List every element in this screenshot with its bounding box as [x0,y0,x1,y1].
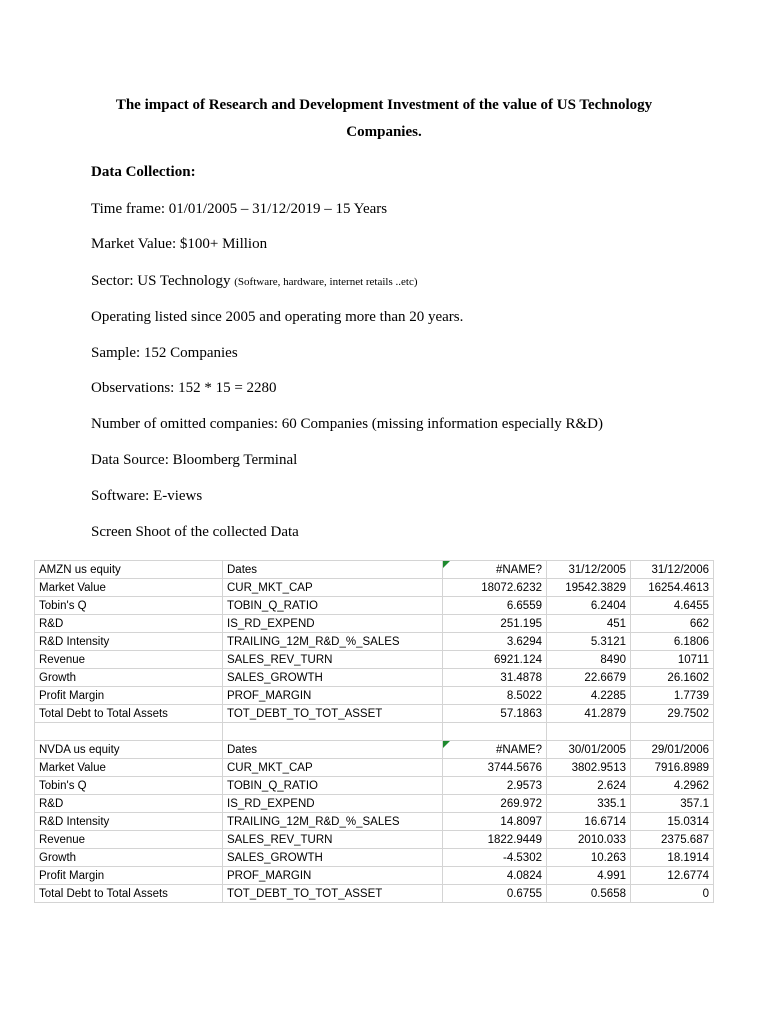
cell-text: PROF_MARGIN [227,869,312,882]
cell-text: PROF_MARGIN [227,689,312,702]
spacer-row [35,723,714,741]
table-cell [631,579,714,597]
cell-text: 29/01/2006 [651,743,709,756]
table-cell [443,687,547,705]
cell-text: 3802.9513 [571,761,626,774]
cell-text: 41.2879 [584,707,626,720]
table-row [35,813,714,831]
table-cell [35,795,223,813]
table-cell [631,885,714,903]
cell-text: 3.6294 [506,635,542,648]
cell-text: 1822.9449 [487,833,542,846]
table-cell [547,597,631,615]
cell-text: NVDA us equity [39,743,120,756]
cell-text: 2010.033 [578,833,626,846]
spreadsheet-screenshot [34,560,713,903]
cell-text: Market Value [39,581,106,594]
table-row [35,849,714,867]
cell-text: 10711 [677,653,709,666]
cell-text: Growth [39,671,77,684]
table-row [35,759,714,777]
table-cell [35,615,223,633]
cell-text: TOT_DEBT_TO_TOT_ASSET [227,707,383,720]
table-cell [631,723,714,741]
table-cell [631,687,714,705]
cell-text: 18.1914 [667,851,709,864]
table-cell [631,597,714,615]
table-cell [35,777,223,795]
table-cell [547,633,631,651]
table-cell [443,885,547,903]
table-row [35,687,714,705]
table-cell [631,633,714,651]
table-cell [223,867,443,885]
table-cell [443,633,547,651]
table-cell [547,579,631,597]
table-header-row [35,561,714,579]
table-cell [223,651,443,669]
table-cell [547,759,631,777]
cell-text: 16254.4613 [648,581,709,594]
table-cell [223,561,443,579]
cell-text: 31/12/2005 [568,563,626,576]
cell-text: 16.6714 [584,815,626,828]
error-indicator-icon [443,561,450,568]
table-cell [223,795,443,813]
table-cell [443,795,547,813]
cell-text: 26.1602 [667,671,709,684]
table-cell [35,759,223,777]
table-cell [223,687,443,705]
table-cell [443,831,547,849]
cell-text: 6.1806 [673,635,709,648]
table-cell [223,705,443,723]
cell-text: 251.195 [500,617,542,630]
table-cell [35,885,223,903]
table-cell [35,705,223,723]
cell-text: 0.6755 [506,887,542,900]
table-cell [547,741,631,759]
table-cell [547,651,631,669]
cell-text: 4.2962 [673,779,709,792]
cell-text: 8490 [600,653,626,666]
cell-text: 1.7739 [673,689,709,702]
table-cell [443,615,547,633]
body-line [91,345,238,362]
cell-text: IS_RD_EXPEND [227,617,315,630]
cell-text: Profit Margin [39,689,105,702]
cell-text: SALES_GROWTH [227,851,323,864]
cell-text: 4.991 [597,869,626,882]
table-cell [443,849,547,867]
table-cell [547,777,631,795]
table-cell [547,885,631,903]
table-cell [443,867,547,885]
cell-text: Total Debt to Total Assets [39,887,168,900]
table-cell [547,705,631,723]
cell-text: 7916.8989 [654,761,709,774]
cell-text: 4.6455 [673,599,709,612]
table-cell [631,867,714,885]
error-indicator-icon [443,741,450,748]
table-cell [223,723,443,741]
table-cell [631,705,714,723]
cell-text: #NAME? [495,743,542,756]
table-cell [443,705,547,723]
table-cell [35,633,223,651]
cell-text: CUR_MKT_CAP [227,761,313,774]
table-cell [35,867,223,885]
table-row [35,885,714,903]
body-line-text: Screen Shoot of the collected Data [91,524,299,540]
body-line [91,452,297,469]
table-cell [223,885,443,903]
table-cell [443,741,547,759]
table-header-row [35,741,714,759]
table-cell [443,579,547,597]
table-cell [223,849,443,867]
cell-text: R&D Intensity [39,635,110,648]
cell-text: Dates [227,563,258,576]
cell-text: 18072.6232 [481,581,542,594]
table-cell [631,813,714,831]
table-row [35,777,714,795]
table-row [35,831,714,849]
body-line-text: Operating listed since 2005 and operating more than 20 years. [91,309,464,325]
table-cell [631,849,714,867]
table-cell [223,759,443,777]
cell-text: TRAILING_12M_R&D_%_SALES [227,815,400,828]
cell-text: 19542.3829 [565,581,626,594]
body-line [91,201,387,218]
document-title: The impact of Research and Development Investment of the value of US Technology Companies. [115,97,653,140]
table-row [35,615,714,633]
table-row [35,597,714,615]
table-cell [35,849,223,867]
cell-text: 4.2285 [590,689,626,702]
table-cell [223,741,443,759]
cell-text: 269.972 [500,797,542,810]
table-row [35,633,714,651]
cell-text: Tobin's Q [39,779,87,792]
cell-text: 15.0314 [667,815,709,828]
body-line [91,273,418,290]
cell-text: R&D [39,797,64,810]
cell-text: 31.4878 [500,671,542,684]
cell-text: 451 [606,617,626,630]
table-cell [547,723,631,741]
cell-text: 335.1 [597,797,626,810]
cell-text: 30/01/2005 [568,743,626,756]
body-line-text: Observations: 152 * 15 = 2280 [91,380,277,396]
table-cell [547,615,631,633]
body-line [91,380,277,397]
cell-text: 6921.124 [494,653,542,666]
table-cell [35,723,223,741]
cell-text: Total Debt to Total Assets [39,707,168,720]
body-line [91,309,463,326]
cell-text: 10.263 [590,851,626,864]
table-cell [223,615,443,633]
table-cell [631,831,714,849]
cell-text: TOT_DEBT_TO_TOT_ASSET [227,887,383,900]
cell-text: Tobin's Q [39,599,87,612]
table-cell [631,561,714,579]
table-cell [223,633,443,651]
table-cell [223,579,443,597]
cell-text: -4.5302 [502,851,542,864]
table-cell [631,795,714,813]
table-cell [35,687,223,705]
cell-text: 57.1863 [500,707,542,720]
body-line-note: (Software, hardware, internet retails ..etc) [234,276,418,288]
cell-text: 4.0824 [506,869,542,882]
table-cell [443,723,547,741]
table-row [35,795,714,813]
cell-text: 31/12/2006 [651,563,709,576]
table-cell [35,579,223,597]
table-cell [223,669,443,687]
body-line-text: Number of omitted companies: 60 Companies (missing information especially R&D) [91,416,603,432]
table-cell [631,615,714,633]
cell-text: TRAILING_12M_R&D_%_SALES [227,635,400,648]
cell-text: R&D Intensity [39,815,110,828]
body-line-text: Sector: US Technology [91,273,235,289]
body-line [91,416,603,433]
body-line-text: Software: E-views [91,488,203,504]
cell-text: IS_RD_EXPEND [227,797,315,810]
table-cell [443,759,547,777]
table-cell [35,597,223,615]
cell-text: AMZN us equity [39,563,121,576]
cell-text: 2.9573 [506,779,542,792]
table-row [35,867,714,885]
table-cell [443,813,547,831]
table-cell [547,561,631,579]
table-cell [631,651,714,669]
cell-text: Revenue [39,653,86,666]
body-line [91,488,202,505]
table-cell [547,867,631,885]
data-table [34,560,714,903]
cell-text: 2375.687 [661,833,709,846]
cell-text: Dates [227,743,258,756]
table-cell [547,669,631,687]
body-line-text: Time frame: 01/01/2005 – 31/12/2019 – 15 Years [91,201,388,217]
table-row [35,669,714,687]
cell-text: TOBIN_Q_RATIO [227,599,318,612]
cell-text: R&D [39,617,64,630]
cell-text: Revenue [39,833,86,846]
table-cell [547,687,631,705]
cell-text: 6.6559 [506,599,542,612]
section-heading: Data Collection: [91,164,196,180]
table-cell [547,795,631,813]
table-cell [443,651,547,669]
cell-text: Market Value [39,761,106,774]
table-cell [443,561,547,579]
table-cell [35,669,223,687]
body-line [91,524,299,541]
cell-text: 12.6774 [667,869,709,882]
cell-text: 0 [702,887,709,900]
cell-text: 14.8097 [500,815,542,828]
body-line [91,236,267,253]
table-row [35,705,714,723]
table-cell [35,561,223,579]
cell-text: Growth [39,851,77,864]
table-cell [35,813,223,831]
table-cell [631,669,714,687]
table-row [35,651,714,669]
table-row [35,579,714,597]
cell-text: 29.7502 [667,707,709,720]
cell-text: 357.1 [680,797,709,810]
table-cell [35,651,223,669]
table-cell [547,849,631,867]
table-cell [223,831,443,849]
table-cell [443,777,547,795]
body-line-text: Data Source: Bloomberg Terminal [91,452,298,468]
cell-text: TOBIN_Q_RATIO [227,779,318,792]
cell-text: Profit Margin [39,869,105,882]
table-cell [35,741,223,759]
table-cell [631,759,714,777]
table-cell [443,669,547,687]
cell-text: 662 [689,617,709,630]
table-cell [35,831,223,849]
cell-text: #NAME? [495,563,542,576]
cell-text: 3744.5676 [487,761,542,774]
cell-text: SALES_GROWTH [227,671,323,684]
cell-text: 0.5658 [590,887,626,900]
cell-text: 2.624 [597,779,626,792]
cell-text: CUR_MKT_CAP [227,581,313,594]
cell-text: 5.3121 [590,635,626,648]
body-line-text: Sample: 152 Companies [91,345,238,361]
table-cell [223,813,443,831]
cell-text: 6.2404 [590,599,626,612]
body-line-text: Market Value: $100+ Million [91,236,268,252]
table-cell [631,741,714,759]
table-cell [631,777,714,795]
cell-text: SALES_REV_TURN [227,653,333,666]
cell-text: 22.6679 [584,671,626,684]
table-cell [547,831,631,849]
table-cell [223,777,443,795]
cell-text: SALES_REV_TURN [227,833,333,846]
table-cell [547,813,631,831]
table-cell [223,597,443,615]
cell-text: 8.5022 [506,689,542,702]
table-cell [443,597,547,615]
